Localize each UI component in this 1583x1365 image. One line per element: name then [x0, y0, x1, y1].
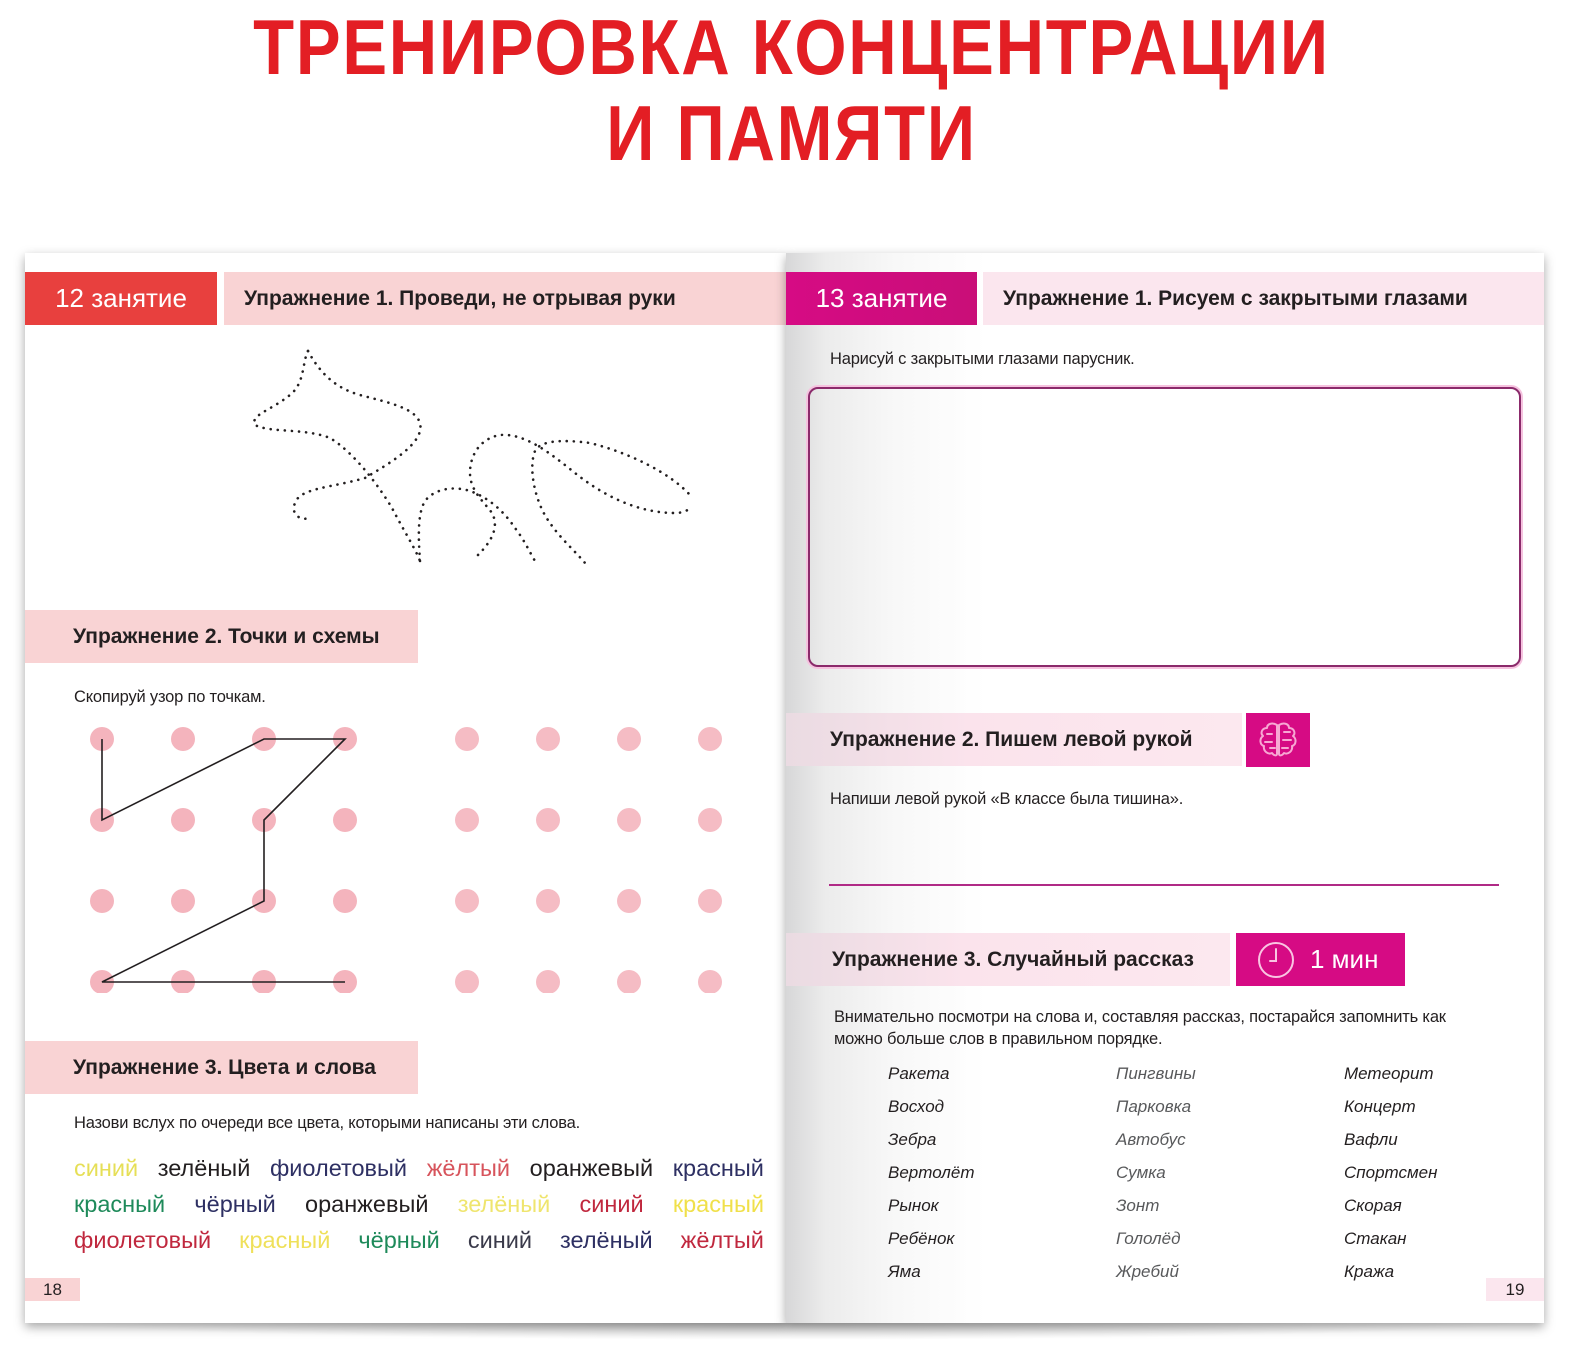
exercise-1-instruction: Нарисуй с закрытыми глазами парусник. — [830, 350, 1135, 368]
color-word: оранжевый — [529, 1155, 654, 1181]
right-page — [786, 253, 1544, 1323]
timer-label: 1 мин — [1310, 944, 1379, 974]
memory-word: Рынок — [888, 1196, 939, 1215]
lesson-badge: 13 занятие — [786, 272, 977, 325]
color-word: чёрный — [358, 1227, 440, 1253]
color-word: зелёный — [157, 1155, 251, 1181]
dotted-trace-drawing — [130, 343, 690, 573]
color-word: красный — [239, 1227, 331, 1253]
memory-word: Жребий — [1116, 1262, 1179, 1281]
color-word: красный — [672, 1191, 764, 1217]
left-page — [25, 253, 786, 1323]
exercise-3-instruction — [834, 1006, 1446, 1050]
main-title-line1: ТРЕНИРОВКА КОНЦЕНТРАЦИИ — [253, 3, 1330, 91]
page-number: 18 — [25, 1278, 80, 1301]
memory-word: Автобус — [1116, 1130, 1186, 1149]
exercise-2-title: Упражнение 2. Пишем левой рукой — [786, 713, 1242, 766]
exercise-3-title: Упражнение 3. Цвета и слова — [25, 1041, 418, 1094]
drawing-area[interactable] — [808, 387, 1521, 667]
color-word: синий — [467, 1227, 532, 1253]
words-column — [888, 1057, 975, 1288]
color-word: красный — [672, 1155, 764, 1181]
memory-word: Пингвины — [1116, 1064, 1196, 1083]
memory-word: Скорая — [1344, 1196, 1402, 1215]
exercise-2-instruction: Скопируй узор по точкам. — [74, 688, 266, 706]
writing-line[interactable] — [829, 884, 1499, 886]
memory-word: Гололёд — [1116, 1229, 1181, 1248]
color-words-row — [74, 1150, 764, 1186]
memory-word: Стакан — [1344, 1229, 1407, 1248]
exercise-3-title: Упражнение 3. Случайный рассказ — [786, 933, 1230, 986]
memory-word: Ребёнок — [888, 1229, 955, 1248]
clock-icon — [1256, 940, 1296, 980]
memory-word: Спортсмен — [1344, 1163, 1438, 1182]
memory-word: Яма — [888, 1262, 921, 1281]
page-number: 19 — [1486, 1278, 1544, 1301]
color-words-row — [74, 1186, 764, 1222]
memory-word: Концерт — [1344, 1097, 1416, 1116]
color-word: чёрный — [194, 1191, 276, 1217]
color-words-grid — [74, 1150, 764, 1258]
memory-word: Метеорит — [1344, 1064, 1434, 1083]
brain-badge — [1246, 713, 1310, 767]
exercise-2-instruction: Напиши левой рукой «В классе была тишина». — [830, 790, 1184, 808]
color-word: фиолетовый — [74, 1227, 212, 1253]
instruction-line: Внимательно посмотри на слова и, составляя рассказ, постарайся запомнить как — [834, 1008, 1446, 1026]
color-word: зелёный — [457, 1191, 551, 1217]
brain-icon — [1257, 721, 1299, 759]
exercise-2-title: Упражнение 2. Точки и схемы — [25, 610, 418, 663]
color-words-row — [74, 1222, 764, 1258]
memory-word: Вертолёт — [888, 1163, 975, 1182]
color-word: зелёный — [560, 1227, 653, 1253]
memory-word: Сумка — [1116, 1163, 1166, 1182]
instruction-line: можно больше слов в правильном порядке. — [834, 1030, 1163, 1048]
color-word: синий — [579, 1191, 644, 1217]
memory-word: Зонт — [1116, 1196, 1160, 1215]
main-title — [111, 4, 1472, 176]
exercise-1-title: Упражнение 1. Рисуем с закрытыми глазами — [983, 272, 1544, 325]
color-word: жёлтый — [680, 1227, 764, 1253]
memory-word: Ракета — [888, 1064, 950, 1083]
timer-badge — [1236, 933, 1405, 986]
color-word: фиолетовый — [269, 1155, 408, 1181]
color-word: оранжевый — [305, 1191, 429, 1217]
main-title-line2: И ПАМЯТИ — [606, 89, 977, 177]
lesson-badge: 12 занятие — [25, 272, 217, 325]
color-word: жёлтый — [426, 1155, 510, 1181]
words-column — [1344, 1057, 1437, 1288]
color-word: синий — [74, 1155, 139, 1181]
exercise-1-title: Упражнение 1. Проведи, не отрывая руки — [224, 272, 786, 325]
exercise-3-instruction: Назови вслух по очереди все цвета, которыми написаны эти слова. — [74, 1114, 581, 1132]
memory-word: Кража — [1344, 1262, 1395, 1281]
dot-grid-pattern — [85, 723, 725, 993]
memory-word: Парковка — [1116, 1097, 1192, 1116]
memory-word: Зебра — [888, 1130, 937, 1149]
words-column — [1116, 1057, 1196, 1288]
memory-word: Вафли — [1344, 1130, 1398, 1149]
memory-word: Восход — [888, 1097, 945, 1116]
color-word: красный — [74, 1191, 166, 1217]
